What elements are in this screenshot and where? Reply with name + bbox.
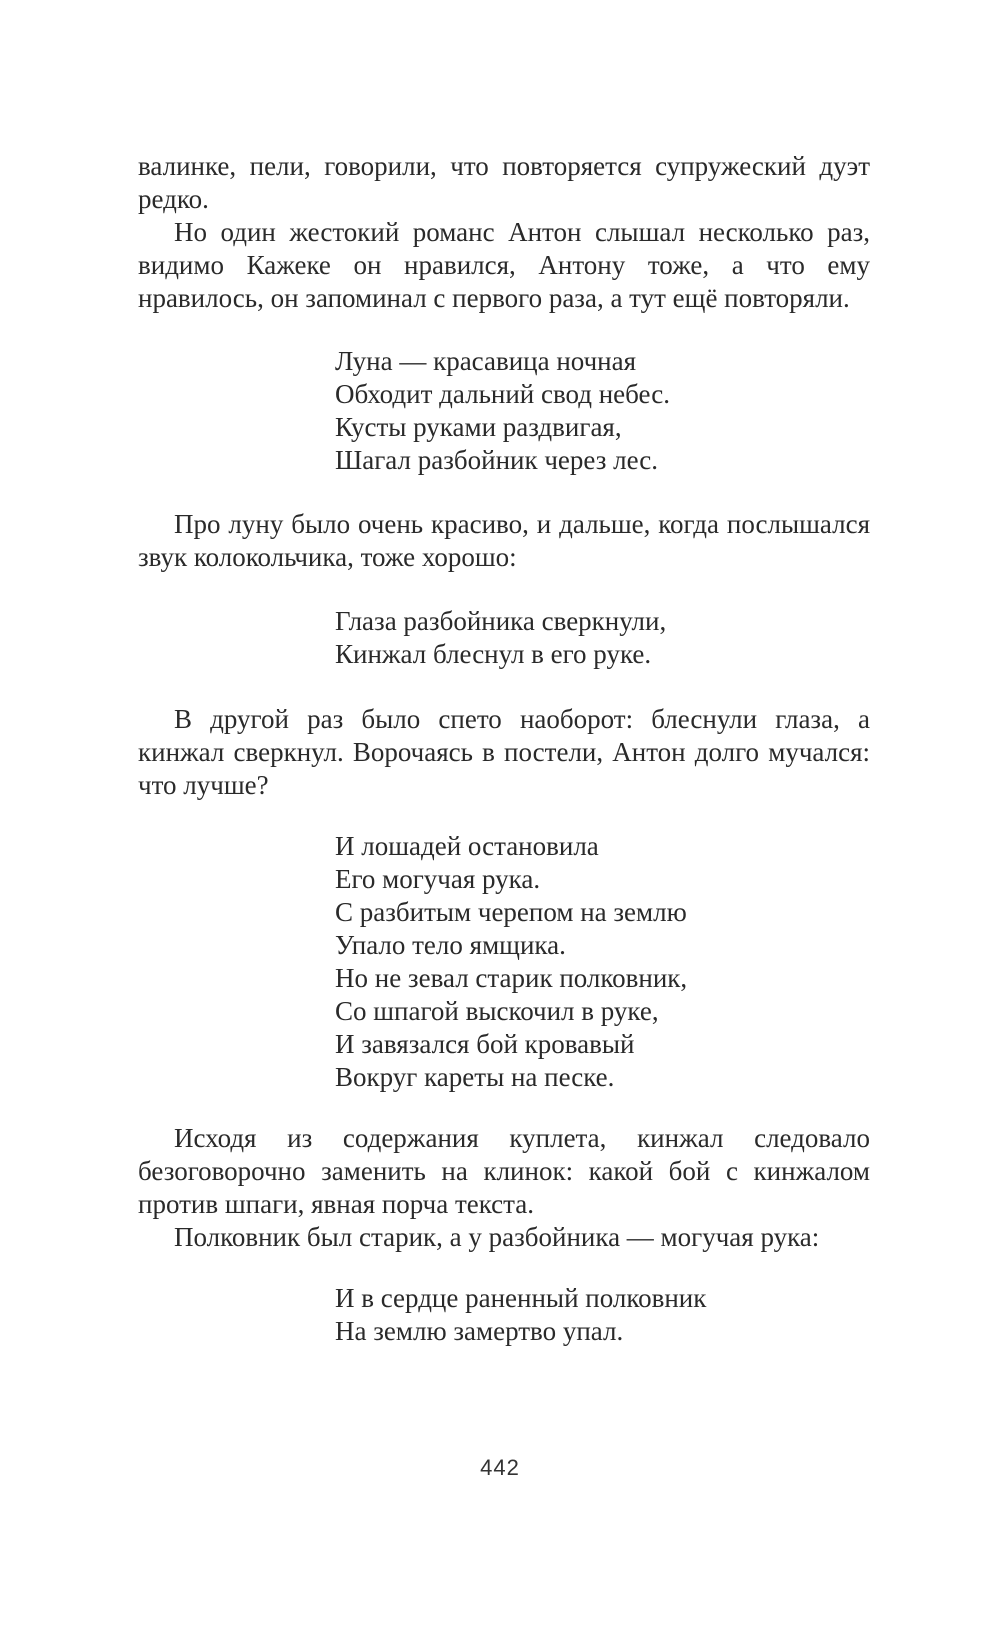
prose-block-1	[138, 150, 870, 315]
verse-line: Глаза разбойника сверкнули,	[335, 606, 667, 636]
paragraph: Про луну было очень красиво, и дальше, когда послышался звук колокольчика, тоже хорошо:	[138, 509, 870, 572]
verse-stanza-3	[335, 830, 855, 1094]
verse-line: С разбитым черепом на землю	[335, 897, 687, 927]
verse-line: Упало тело ямщика.	[335, 930, 566, 960]
paragraph: Полковник был старик, а у разбойника — могучая рука:	[174, 1222, 820, 1252]
verse-line: Кинжал блеснул в его руке.	[335, 639, 652, 669]
verse-line: Но не зевал старик полковник,	[335, 963, 688, 993]
paragraph: Но один жестокий романс Антон слышал несколько раз, видимо Кажеке он нравился, Антону тоже, а что ему нравилось, он запоминал с первого раза, а тут ещё повторяли.	[138, 217, 870, 313]
verse-stanza-4	[335, 1282, 855, 1348]
prose-block-4	[138, 1122, 870, 1254]
paragraph-continuation: валинке, пели, говорили, что повторяется супружеский дуэт редко.	[138, 151, 870, 214]
paragraph: Исходя из содержания куплета, кинжал следовало безоговорочно заменить на клинок: какой бой с кинжалом против шпаги, явная порча текста.	[138, 1123, 870, 1219]
page-number: 442	[480, 1455, 520, 1480]
verse-line: Кусты руками раздвигая,	[335, 412, 622, 442]
verse-line: Луна — красавица ночная	[335, 346, 637, 376]
verse-line: И завязался бой кровавый	[335, 1029, 635, 1059]
verse-stanza-2	[335, 605, 855, 671]
verse-line: И лошадей остановила	[335, 831, 599, 861]
paragraph: В другой раз было спето наоборот: блеснули глаза, а кинжал сверкнул. Ворочаясь в постели, Антон долго мучался: что лучше?	[138, 704, 870, 800]
prose-block-2	[138, 508, 870, 574]
prose-block-3	[138, 703, 870, 802]
verse-line: Со шпагой выскочил в руке,	[335, 996, 659, 1026]
verse-line: Обходит дальний свод небес.	[335, 379, 670, 409]
verse-line: Вокруг кареты на песке.	[335, 1062, 615, 1092]
verse-stanza-1	[335, 345, 855, 477]
verse-line: Шагал разбойник через лес.	[335, 445, 658, 475]
verse-line: На землю замертво упал.	[335, 1316, 624, 1346]
verse-line: Его могучая рука.	[335, 864, 541, 894]
verse-line: И в сердце раненный полковник	[335, 1283, 707, 1313]
